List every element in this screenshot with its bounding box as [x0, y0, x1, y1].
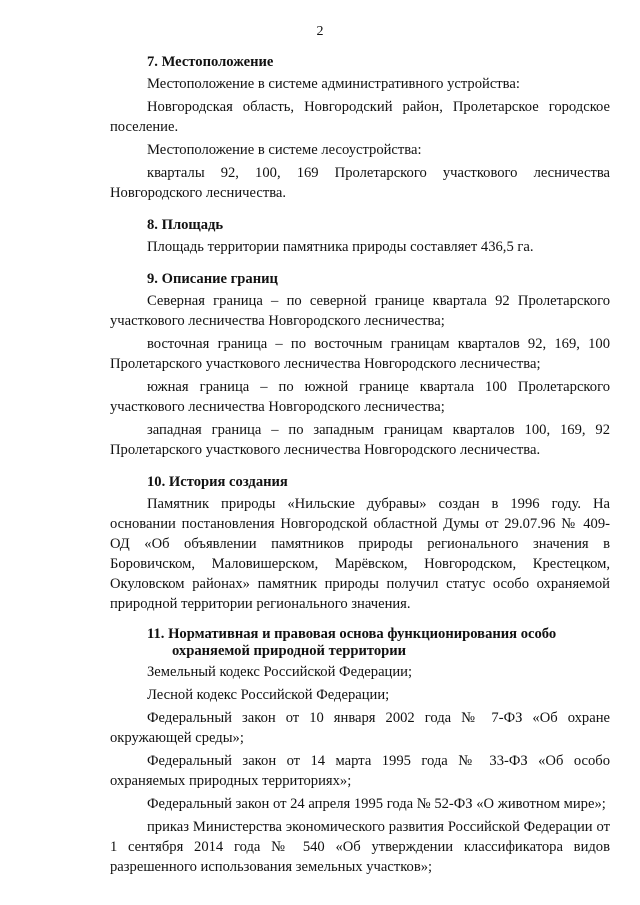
paragraph: Местоположение в системе административного устройства:	[147, 76, 520, 92]
section-heading: 9. Описание границ	[147, 271, 278, 287]
paragraph: кварталы 92, 100, 169 Пролетарского участкового лесничества Новгородского лесничества.	[110, 165, 610, 201]
paragraph: Федеральный закон от 10 января 2002 года № 7-ФЗ «Об охране окружающей среды»;	[110, 710, 610, 746]
section-heading: 10. История создания	[147, 474, 288, 490]
section-location	[110, 52, 610, 203]
paragraph: Федеральный закон от 14 марта 1995 года № 33-ФЗ «Об особо охраняемых природных территориях»;	[110, 753, 610, 789]
paragraph: Федеральный закон от 24 апреля 1995 года № 52-ФЗ «О животном мире»;	[147, 796, 606, 812]
section-heading-line1: 11. Нормативная и правовая основа функционирования особо	[147, 626, 557, 642]
document-body	[110, 52, 610, 889]
paragraph: Северная граница – по северной границе квартала 92 Пролетарского участкового лесничества Новгородского лесничества;	[110, 293, 610, 329]
paragraph: Новгородская область, Новгородский район, Пролетарское городское поселение.	[110, 99, 610, 135]
section-heading-line2: охраняемой природной территории	[172, 643, 407, 659]
paragraph: западная граница – по западным границам кварталов 100, 169, 92 Пролетарского участкового лесничества Новгородского лесничества.	[110, 422, 610, 458]
paragraph: Лесной кодекс Российской Федерации;	[147, 687, 390, 703]
paragraph: приказ Министерства экономического развития Российской Федерации от 1 сентября 2014 года № 540 «Об утверждении классификатора видов разрешенного использования земельных участков»;	[110, 819, 610, 875]
section-legal	[110, 626, 610, 877]
section-heading	[110, 626, 610, 660]
section-heading: 8. Площадь	[147, 217, 224, 233]
paragraph: Земельный кодекс Российской Федерации;	[147, 664, 413, 680]
paragraph: Памятник природы «Нильские дубравы» создан в 1996 году. На основании постановления Новгородской областной Думы от 29.07.96 № 409-ОД «Об объявлении памятников природы регионального значения в Боровичском, Маловишерском, Марёвском, Новгородском, Крестецком, Окуловском районах» памятник природы получил статус особо охраняемой природной территории регионального значения.	[110, 496, 610, 612]
section-heading: 7. Местоположение	[147, 54, 274, 70]
section-area	[110, 215, 610, 257]
paragraph: Местоположение в системе лесоустройства:	[147, 142, 422, 158]
paragraph: южная граница – по южной границе квартала 100 Пролетарского участкового лесничества Новгородского лесничества;	[110, 379, 610, 415]
paragraph: Площадь территории памятника природы составляет 436,5 га.	[147, 239, 534, 255]
section-history	[110, 472, 610, 614]
paragraph: восточная граница – по восточным границам кварталов 92, 169, 100 Пролетарского участкового лесничества Новгородского лесничества;	[110, 336, 610, 372]
page-number: 2	[316, 24, 324, 39]
section-borders	[110, 269, 610, 460]
